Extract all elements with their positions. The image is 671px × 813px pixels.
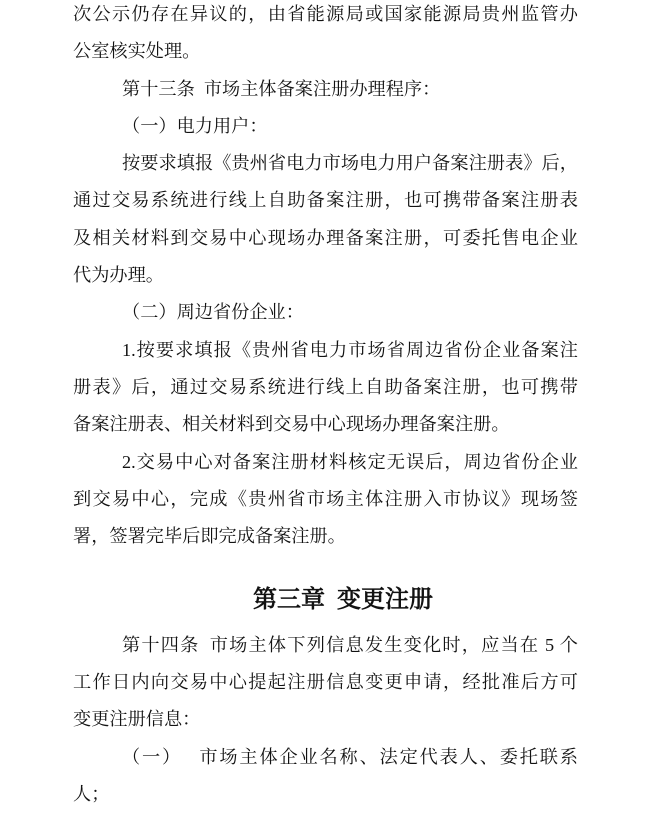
text-line-11: 册表》后，通过交易系统进行线上自助备案注册，也可携带 xyxy=(73,376,578,397)
text-line-21: 人； xyxy=(73,783,110,804)
text-line-20: （一） 市场主体企业名称、法定代表人、委托联系 xyxy=(122,746,578,767)
item-1-power-users-line: （一）电力用户： xyxy=(122,115,268,136)
text-line-07: 及相关材料到交易中心现场办理备案注册，可委托售电企业 xyxy=(73,227,578,248)
text-line-06: 通过交易系统进行线上自助备案注册，也可携带备案注册表 xyxy=(73,190,578,211)
text-line-10: 1.按要求填报《贵州省电力市场省周边省份企业备案注 xyxy=(122,339,578,360)
document-page xyxy=(73,0,578,813)
text-line-08: 代为办理。 xyxy=(73,265,164,286)
text-line-14: 到交易中心，完成《贵州省市场主体注册入市协议》现场签 xyxy=(73,488,578,509)
text-line-12: 备案注册表、相关材料到交易中心现场办理备案注册。 xyxy=(73,414,510,435)
article-14-title-line: 第十四条 市场主体下列信息发生变化时，应当在 5 个 xyxy=(122,634,578,655)
text-line-01: 次公示仍存在异议的，由省能源局或国家能源局贵州监管办 xyxy=(73,4,578,24)
text-line-18: 工作日内向交易中心提起注册信息变更申请，经批准后方可 xyxy=(73,672,578,693)
text-line-02: 公室核实处理。 xyxy=(73,41,201,62)
chapter-3-heading: 第三章 变更注册 xyxy=(253,587,433,614)
text-line-19: 变更注册信息： xyxy=(73,709,201,730)
item-2-neighbor-provinces-line: （二）周边省份企业： xyxy=(122,302,304,323)
text-line-05: 按要求填报《贵州省电力市场电力用户备案注册表》后， xyxy=(122,153,578,174)
article-13-title-line: 第十三条 市场主体备案注册办理程序： xyxy=(122,78,441,99)
text-line-15: 署，签署完毕后即完成备案注册。 xyxy=(73,526,346,547)
text-line-13: 2.交易中心对备案注册材料核定无误后，周边省份企业 xyxy=(122,451,578,472)
